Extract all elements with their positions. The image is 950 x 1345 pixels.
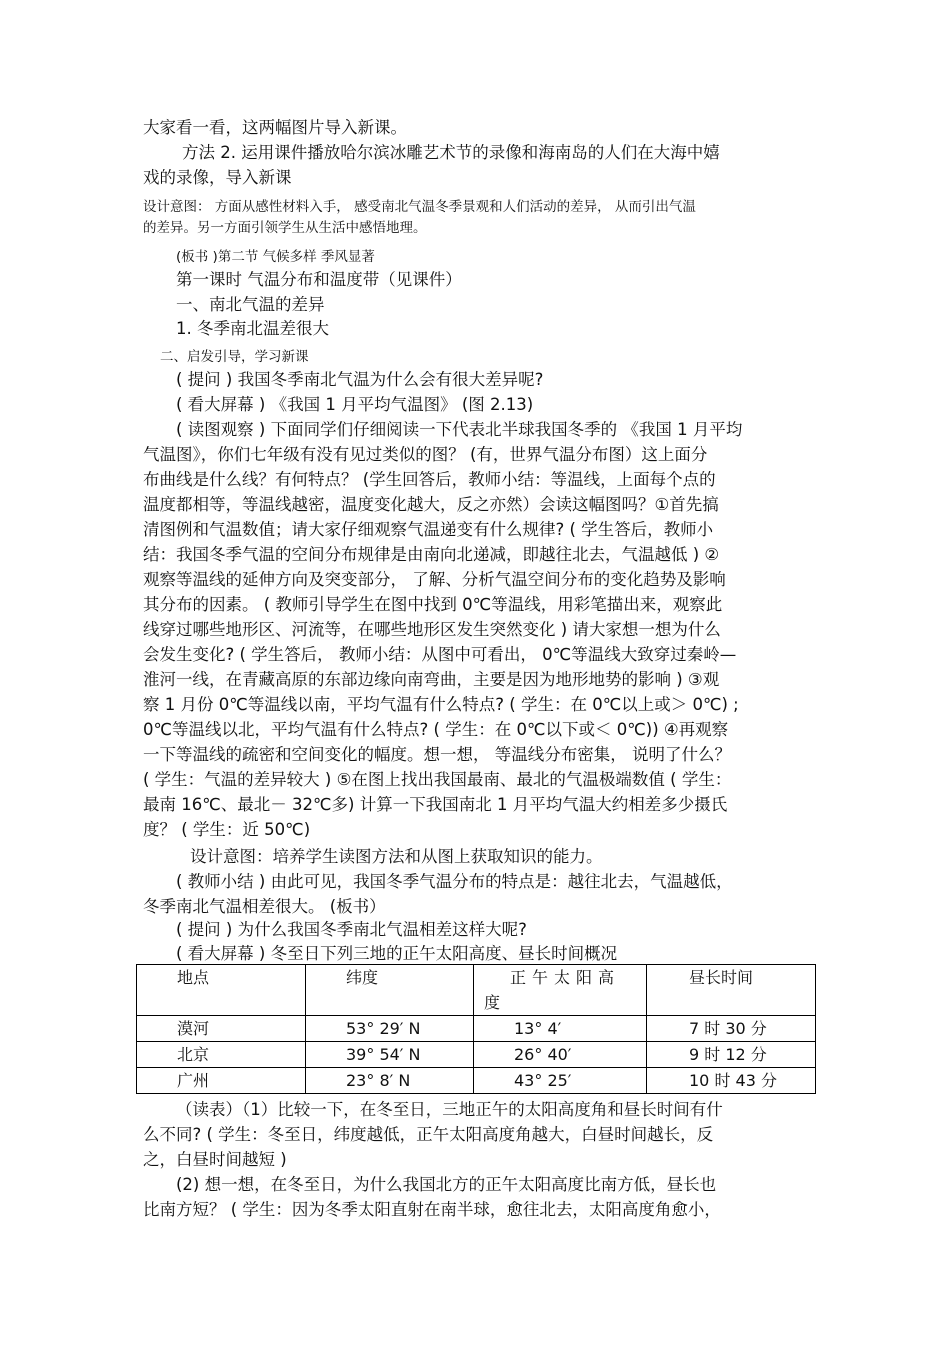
text-line: 度？ ( 学生：近 50℃) — [143, 820, 311, 839]
header-location: 地点 — [137, 965, 306, 1016]
table-row — [137, 1016, 816, 1042]
table-header-row — [137, 965, 816, 1016]
text-line: ( 学生：气温的差异较大 ) ⑤在图上找出我国最南、最北的气温极端数值 ( 学生： — [143, 770, 732, 789]
design-intent-line: 设计意图：培养学生读图方法和从图上获取知识的能力。 — [190, 847, 603, 866]
text-line: 温度都相等，等温线越密，温度变化越大，反之亦然）会读这幅图吗？①首先搞 — [143, 495, 719, 514]
design-intent-line: 设计意图： 方面从感性材料入手， 感受南北气温冬季景观和人们活动的差异， 从而引出气温 — [143, 199, 696, 215]
text-line: 一下等温线的疏密和空间变化的幅度。想一想， 等温线分布密集， 说明了什么？ — [143, 745, 731, 764]
subsection-heading: 1. 冬季南北温差很大 — [176, 319, 329, 338]
table-caption: ( 看大屏幕 ) 冬至日下列三地的正午太阳高度、昼长时间概况 — [176, 944, 618, 963]
text-line: 之，白昼时间越短 ) — [143, 1150, 287, 1169]
blackboard-heading: (板书 )第二节 气候多样 季风显著 — [176, 249, 375, 265]
text-line: 线穿过哪些地形区、河流等，在哪些地形区发生突然变化 ) 请大家想一想为什么 — [143, 620, 721, 639]
lesson-title: 第一课时 气温分布和温度带（见课件） — [176, 270, 462, 289]
header-noon-sun-altitude-line1: 正午太阳高 — [510, 968, 621, 987]
text-line: 察 1 月份 0℃等温线以南，平均气温有什么特点? ( 学生：在 0℃以上或＞ 0℃) ; — [143, 695, 739, 714]
text-line: 最南 16℃、最北－ 32℃多) 计算一下我国南北 1 月平均气温大约相差多少摄氏 — [143, 795, 728, 814]
cell-sun-altitude: 26° 40′ — [474, 1042, 647, 1068]
text-line: ( 提问 ) 我国冬季南北气温为什么会有很大差异呢? — [176, 370, 544, 389]
text-line: 0℃等温线以北，平均气温有什么特点? ( 学生：在 0℃以下或＜ 0℃)) ④再观察 — [143, 720, 729, 739]
table-row — [137, 1068, 816, 1094]
cell-daylength: 7 时 30 分 — [647, 1016, 816, 1042]
cell-sun-altitude: 43° 25′ — [474, 1068, 647, 1094]
text-line: 比南方短？ ( 学生：因为冬季太阳直射在南半球，愈往北去，太阳高度角愈小， — [143, 1200, 721, 1219]
text-line: 结：我国冬季气温的空间分布规律是由南向北递减，即越往北去，气温越低 ) ② — [143, 545, 720, 564]
cell-latitude: 53° 29′ N — [306, 1016, 474, 1042]
section-heading: 二、启发引导，学习新课 — [160, 349, 309, 365]
cell-latitude: 39° 54′ N — [306, 1042, 474, 1068]
cell-latitude: 23° 8′ N — [306, 1068, 474, 1094]
header-noon-sun-altitude — [474, 965, 647, 1016]
text-line: 其分布的因素。 ( 教师引导学生在图中找到 0℃等温线，用彩笔描出来，观察此 — [143, 595, 723, 614]
text-line: 淮河一线，在青藏高原的东部边缘向南弯曲，主要是因为地形地势的影响 ) ③观 — [143, 670, 720, 689]
text-line: （读表）（1）比较一下，在冬至日，三地正午的太阳高度角和昼长时间有什 — [176, 1100, 723, 1119]
text-line: 大家看一看，这两幅图片导入新课。 — [143, 118, 407, 137]
text-line: ( 读图观察 ) 下面同学们仔细阅读一下代表北半球我国冬季的 《我国 1 月平均 — [176, 420, 743, 439]
cell-location: 漠河 — [137, 1016, 306, 1042]
section-heading: 一、南北气温的差异 — [176, 295, 325, 314]
text-line: 气温图》，你们七年级有没有见过类似的图？ (有，世界气温分布图）这上面分 — [143, 445, 708, 464]
text-line: 方法 2. 运用课件播放哈尔滨冰雕艺术节的录像和海南岛的人们在大海中嬉 — [182, 143, 720, 162]
text-line: 布曲线是什么线？有何特点？ (学生回答后，教师小结：等温线，上面每个点的 — [143, 470, 716, 489]
text-line: 观察等温线的延伸方向及突变部分， 了解、分析气温空间分布的变化趋势及影响 — [143, 570, 726, 589]
text-line: (2) 想一想，在冬至日，为什么我国北方的正午太阳高度比南方低，昼长也 — [176, 1175, 717, 1194]
text-line: 会发生变化? ( 学生答后， 教师小结：从图中可看出， 0℃等温线大致穿过秦岭— — [143, 645, 737, 664]
cell-daylength: 10 时 43 分 — [647, 1068, 816, 1094]
cell-sun-altitude: 13° 4′ — [474, 1016, 647, 1042]
table-row — [137, 1042, 816, 1068]
solstice-table — [136, 964, 816, 1094]
cell-location: 北京 — [137, 1042, 306, 1068]
header-daylength: 昼长时间 — [647, 965, 816, 1016]
header-noon-sun-altitude-line2: 度 — [484, 993, 501, 1012]
text-line: ( 教师小结 ) 由此可见，我国冬季气温分布的特点是：越往北去，气温越低， — [176, 872, 733, 891]
text-line: 戏的录像，导入新课 — [143, 168, 292, 187]
text-line: ( 看大屏幕 ) 《我国 1 月平均气温图》 (图 2.13) — [176, 395, 534, 414]
text-line: ( 提问 ) 为什么我国冬季南北气温相差这样大呢? — [176, 920, 527, 939]
header-latitude: 纬度 — [306, 965, 474, 1016]
text-line: 冬季南北气温相差很大。 (板书） — [143, 897, 386, 916]
cell-location: 广州 — [137, 1068, 306, 1094]
text-line: 么不同? ( 学生：冬至日，纬度越低，正午太阳高度角越大，白昼时间越长，反 — [143, 1125, 714, 1144]
design-intent-line: 的差异。另一方面引领学生从生活中感悟地理。 — [143, 220, 427, 236]
text-line: 清图例和气温数值；请大家仔细观察气温递变有什么规律? ( 学生答后，教师小 — [143, 520, 714, 539]
cell-daylength: 9 时 12 分 — [647, 1042, 816, 1068]
